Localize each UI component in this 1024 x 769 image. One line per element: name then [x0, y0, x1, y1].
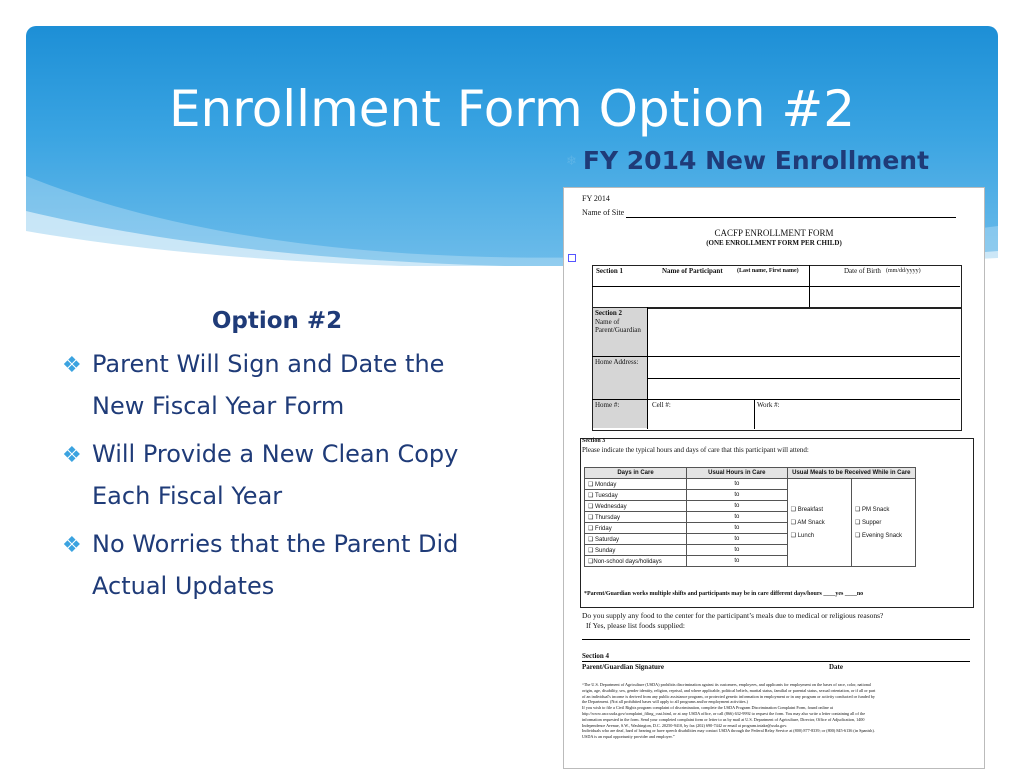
hours-cell: to — [687, 501, 788, 512]
hours-cell: to — [687, 545, 788, 556]
parent-guardian-label: Name of Parent/Guardian — [595, 318, 641, 334]
form-fy: FY 2014 — [582, 194, 610, 203]
hours-cell: to — [687, 490, 788, 501]
section3-instructions: Please indicate the typical hours and days of care that this participant will attend: — [582, 446, 809, 454]
divider — [809, 265, 810, 307]
date-label: Date — [829, 663, 843, 671]
home-address-label: Home Address: — [595, 358, 639, 366]
enrollment-form-image — [563, 187, 985, 769]
food-line — [582, 639, 970, 640]
option-heading: Option #2 — [211, 308, 343, 334]
form-title: CACFP ENROLLMENT FORM — [714, 228, 834, 238]
day-cell: ❑ Thursday — [585, 512, 687, 523]
divider — [647, 378, 960, 379]
shifts-question: *Parent/Guardian works multiple shifts and participants may be in care different days/hours ____yes ____no — [584, 591, 864, 597]
days-header: Days in Care — [585, 468, 687, 479]
bullet-item — [62, 434, 502, 516]
form-site-label: Name of Site — [582, 208, 625, 217]
bullet-text: Parent Will Sign and Date the New Fiscal Year Form — [92, 350, 445, 420]
dob-format: (mm/dd/yyyy) — [886, 268, 921, 274]
signature-label: Parent/Guardian Signature — [582, 663, 665, 671]
participant-label: Name of Participant — [662, 267, 723, 275]
schedule-table — [584, 467, 916, 567]
participant-format: (Last name, First name) — [737, 268, 799, 274]
diamond-bullet-icon: ❖ — [62, 443, 82, 468]
signature-line — [582, 661, 970, 662]
home-phone-label: Home #: — [595, 401, 620, 409]
section1-label: Section 1 — [596, 267, 624, 275]
day-cell: ❑ Friday — [585, 523, 687, 534]
day-cell: ❑ Sunday — [585, 545, 687, 556]
food-question: Do you supply any food to the center for the participant’s meals due to medical or religious reasons? — [582, 611, 884, 620]
divider — [592, 399, 960, 400]
hours-cell: to — [687, 523, 788, 534]
move-handle-icon — [568, 254, 576, 262]
day-cell: ❑ Tuesday — [585, 490, 687, 501]
site-underline — [626, 217, 956, 218]
star-bullet-icon: ❄ — [566, 154, 577, 169]
hours-cell: to — [687, 534, 788, 545]
bullet-list — [62, 344, 502, 606]
hours-cell: to — [687, 512, 788, 523]
food-if-yes: If Yes, please list foods supplied: — [586, 621, 685, 630]
divider — [592, 286, 960, 287]
section4-label: Section 4 — [582, 652, 610, 660]
hours-header: Usual Hours in Care — [687, 468, 788, 479]
divider — [754, 399, 755, 429]
meals-left-cell: ❑ Breakfast ❑ AM Snack ❑ Lunch — [787, 479, 851, 567]
work-phone-label: Work #: — [757, 401, 780, 409]
bullet-text: No Worries that the Parent Did Actual Updates — [92, 530, 459, 600]
day-cell: ❑ Saturday — [585, 534, 687, 545]
diamond-bullet-icon: ❖ — [62, 353, 82, 378]
diamond-bullet-icon: ❖ — [62, 533, 82, 558]
dob-label: Date of Birth — [844, 267, 881, 275]
option-content — [62, 308, 502, 614]
divider — [647, 307, 648, 429]
meals-header: Usual Meals to be Received While in Care — [787, 468, 915, 479]
day-cell: ❑ Monday — [585, 479, 687, 490]
hours-cell: to — [687, 556, 788, 567]
form-subtitle: (ONE ENROLLMENT FORM PER CHILD) — [706, 239, 842, 247]
slide-title: Enrollment Form Option #2 — [168, 80, 856, 138]
nondiscrimination-statement: “The U.S. Department of Agriculture (USDA) prohibits discrimination against its customers, employees, and applicants for employment on the bases of race, color, national origin, age, disability, sex, gender identity, religion, reprisal, and where applicable, political beliefs, marital status, familial or parental status, sexual orientation, or if all or part of an individual's income is derived from any public assistance program, or protected genetic information in employment or in any program or activity conducted or funded by the Department. (Not all prohibited bases will apply to all programs and/or employment activities.) If you wish to file a Civil Rights program complaint of discrimination, complete the USDA Program Discrimination Complaint Form, found online at http://www.ascr.usda.gov/complaint_filing_cust.html, or at any USDA office, or call (866) 632-9992 to request the form. You may also write a letter containing all of the information requested in the form. Send your completed complaint form or letter to us by mail at U.S. Department of Agriculture, Director, Office of Adjudication, 1400 Independence Avenue, S.W., Washington, D.C. 20250-9410, by fax (202) 690-7442 or email at program.intake@usda.gov. Individuals who are deaf, hard of hearing or have speech disabilities may contact USDA through the Federal Relay Service at (800) 877-8339; or (800) 845-6136 (in Spanish). USDA is an equal opportunity provider and employer.” — [582, 682, 876, 740]
day-cell: ❑ Wednesday — [585, 501, 687, 512]
divider — [592, 356, 960, 357]
bullet-item — [62, 524, 502, 606]
hours-cell: to — [687, 479, 788, 490]
meals-right-cell: ❑ PM Snack ❑ Supper ❑ Evening Snack — [851, 479, 915, 567]
section3-label: Section 3 — [582, 438, 606, 444]
slide-subtitle — [566, 146, 929, 175]
section2-label: Section 2 — [595, 309, 623, 317]
bullet-text: Will Provide a New Clean Copy Each Fiscal Year — [92, 440, 459, 510]
cell-phone-label: Cell #: — [652, 401, 671, 409]
bullet-item — [62, 344, 502, 426]
subtitle-text: FY 2014 New Enrollment — [582, 146, 930, 175]
day-cell: ❑Non-school days/holidays — [585, 556, 687, 567]
